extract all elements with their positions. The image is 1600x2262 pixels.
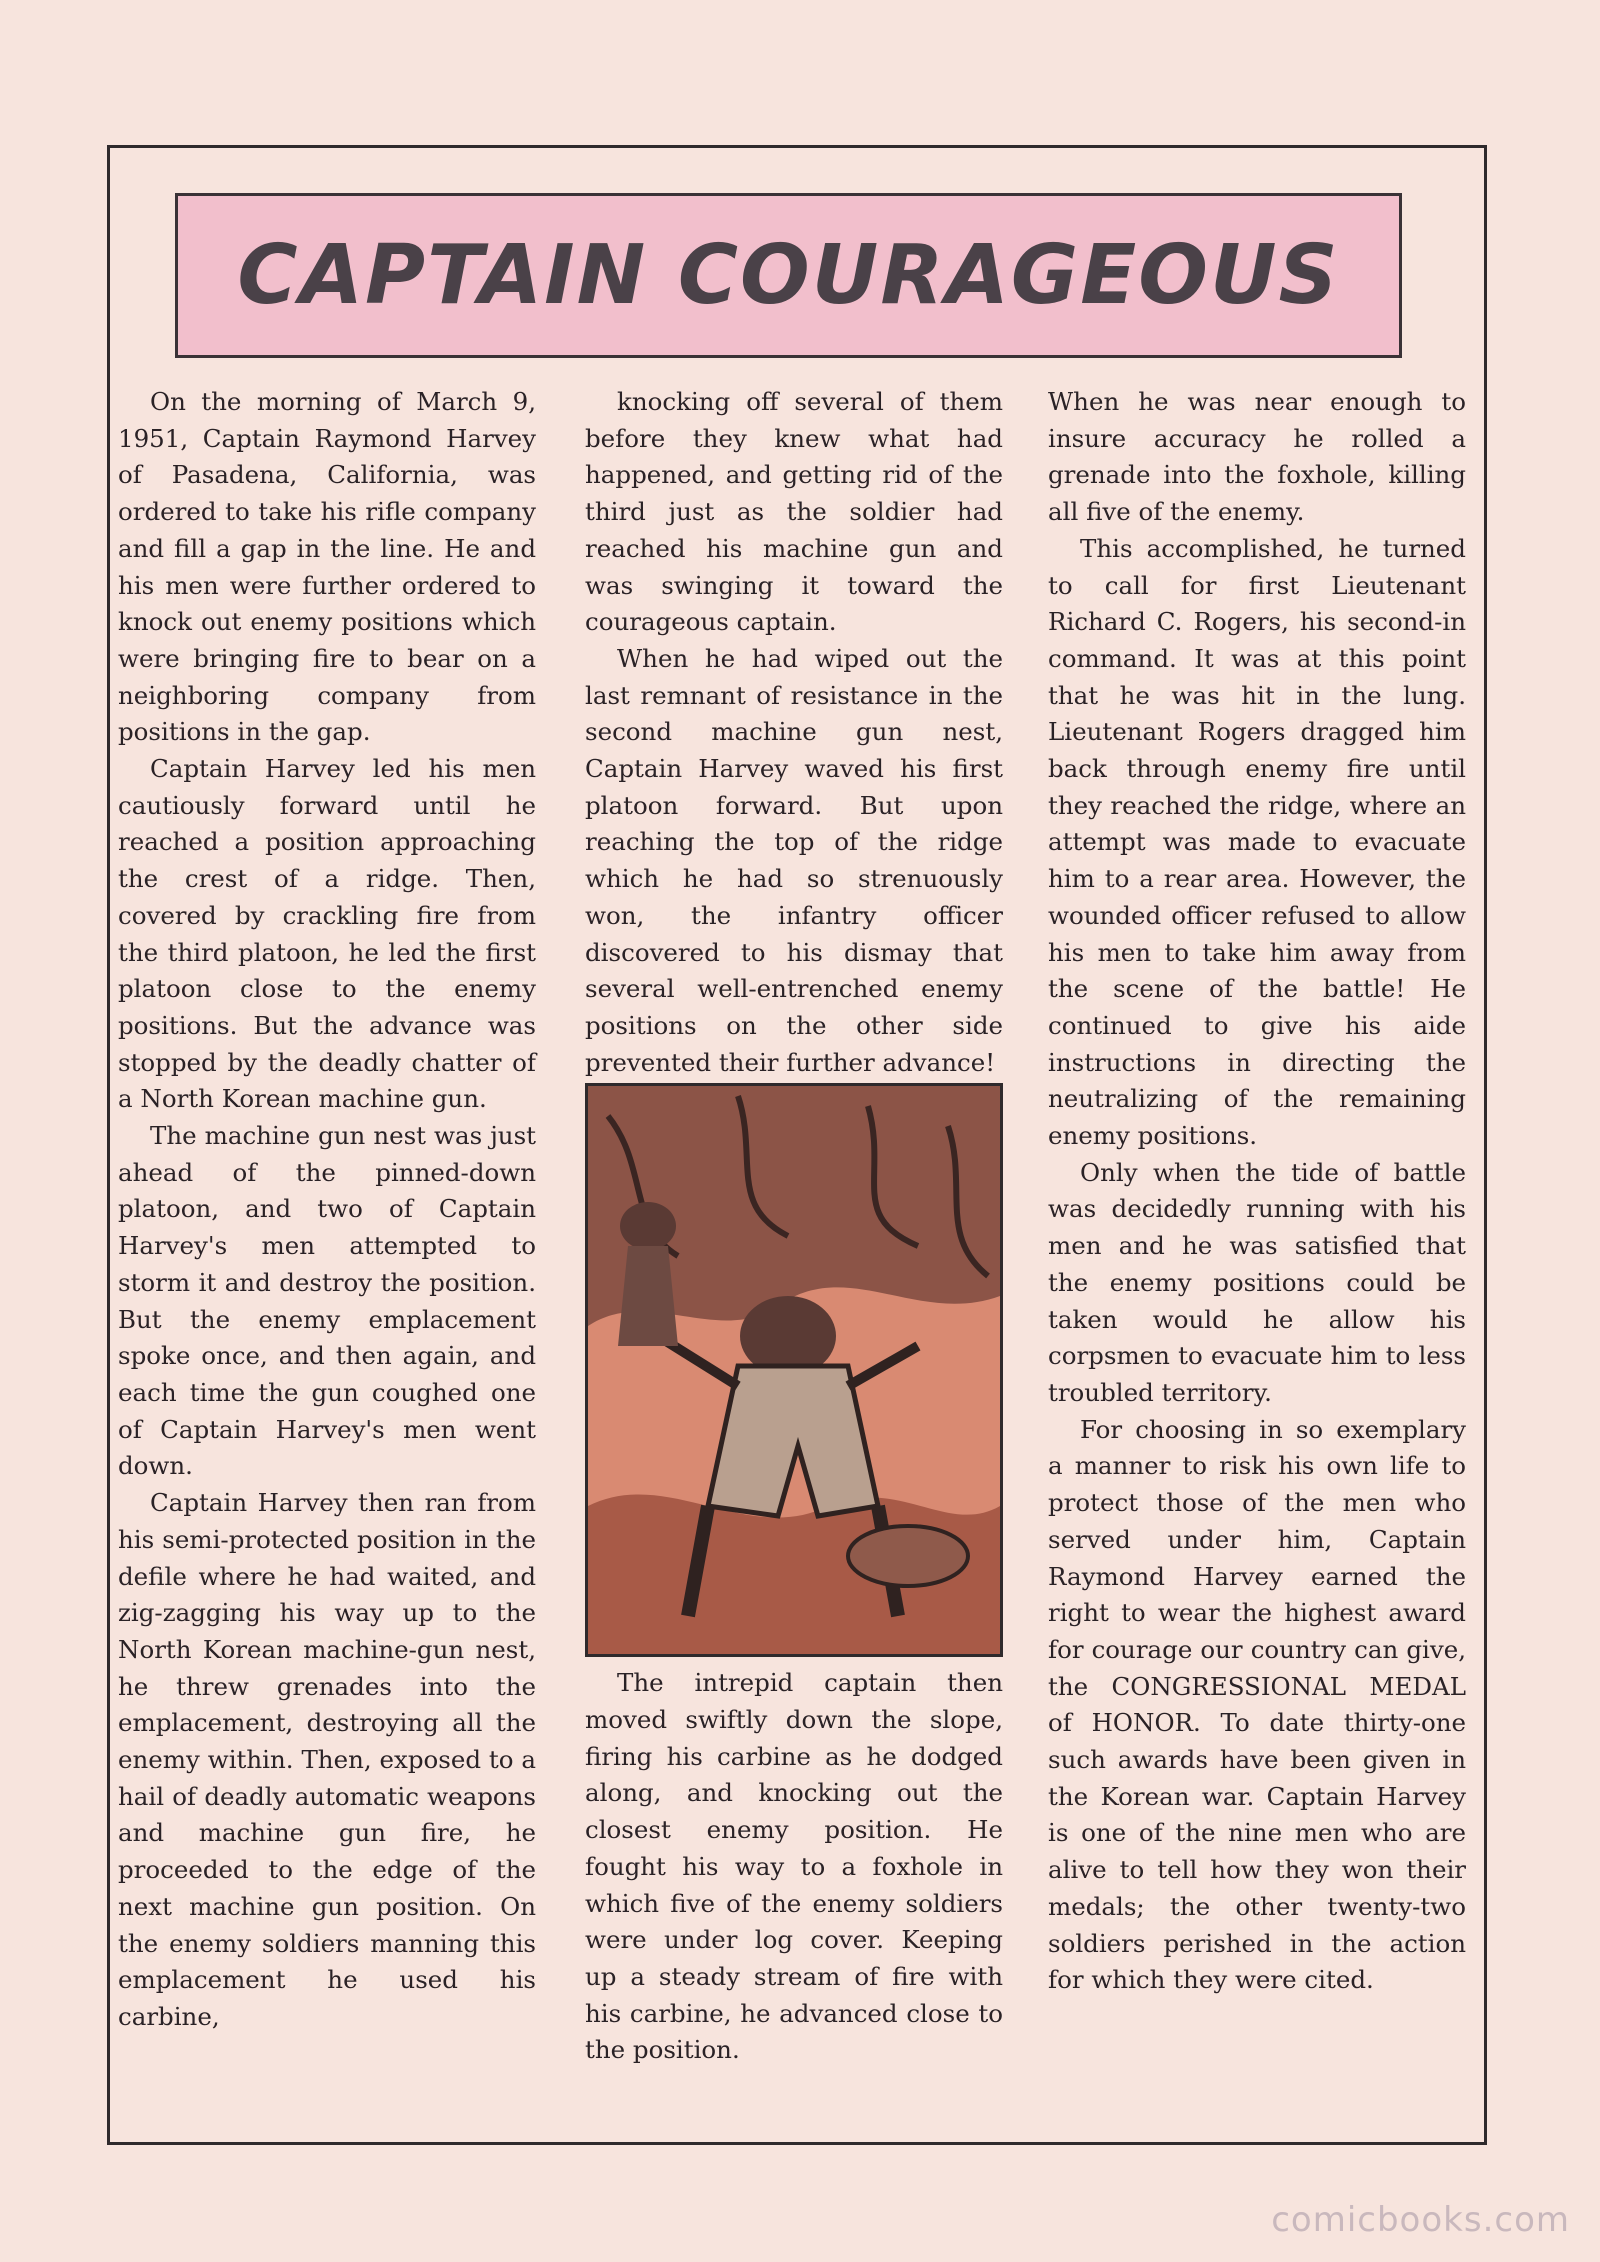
paragraph: Captain Harvey then ran from his semi-protected position in the defile where he had waited, and zig-zagging his way up to the North Korean machine-gun nest, he threw grenades into the emplacement, destroying all the enemy within. Then, exposed to a hail of deadly automatic weapons and machine gun fire, he proceeded to the edge of the next machine gun position. On the enemy soldiers manning this emplacement he used his carbine, [118, 1488, 536, 2031]
paragraph: knocking off several of them before they knew what had happened, and getting rid of the third just as the soldier had reached his machine gun and was swinging it toward the courageous captain. [585, 387, 1003, 637]
page-title: CAPTAIN COURAGEOUS [237, 228, 1340, 323]
paragraph: For choosing in so exemplary a manner to risk his own life to protect those of the men who served under him, Captain Raymond Harvey earned the right to wear the highest award for courage our country can give, the CONGRESSIONAL MEDAL of HONOR. To date thirty-one such awards have been given in the Korean war. Captain Harvey is one of the nine men who are alive to tell how they won their medals; the other twenty-two soldiers perished in the action for which they were cited. [1048, 1414, 1466, 1995]
watermark: comicbooks.com [1271, 2200, 1570, 2240]
paragraph: This accomplished, he turned to call for first Lieutenant Richard C. Rogers, his second-in command. It was at this point that he was hit in the lung. Lieutenant Rogers dragged him back through enemy fire until they reached the ridge, where an attempt was made to evacuate him to a rear area. However, the wounded officer refused to allow his men to take him away from the scene of the battle! He continued to give his aide instructions in directing the neutralizing of the remaining enemy positions. [1048, 533, 1466, 1151]
paragraph: The intrepid captain then moved swiftly down the slope, firing his carbine as he dodged along, and knocking out the closest enemy position. He fought his way to a foxhole in which five of the enemy soldiers were under log cover. Keeping up a steady stream of fire with his carbine, he advanced close to the position. [585, 1668, 1003, 2065]
paragraph: When he had wiped out the last remnant of resistance in the second machine gun nest, Captain Harvey waved his first platoon forward. But upon reaching the top of the ridge which he had so strenuously won, the infantry officer discovered to his dismay that several well-entrenched enemy positions on the other side prevented their further advance! [585, 643, 1003, 1077]
paragraph: Captain Harvey led his men cautiously forward until he reached a position approaching the crest of a ridge. Then, covered by crackling fire from the third platoon, he led the first platoon close to the enemy positions. But the advance was stopped by the deadly chatter of a North Korean machine gun. [118, 754, 536, 1114]
text-column-2 [585, 384, 1003, 2069]
paragraph: The machine gun nest was just ahead of the pinned-down platoon, and two of Captain Harvey's men attempted to storm it and destroy the position. But the enemy emplacement spoke once, and then again, and each time the gun coughed one of Captain Harvey's men went down. [118, 1121, 536, 1481]
text-column-3 [1048, 384, 1466, 1999]
title-banner [175, 193, 1402, 358]
text-column-1 [118, 384, 536, 2036]
paragraph: Only when the tide of battle was decidedly running with his men and he was satisfied that the enemy positions could be taken would he allow his corpsmen to evacuate him to less troubled territory. [1048, 1157, 1466, 1407]
battle-illustration [585, 1083, 1003, 1657]
paragraph: When he was near enough to insure accuracy he rolled a grenade into the foxhole, killing all five of the enemy. [1048, 387, 1466, 527]
soldier-drawing [588, 1086, 1000, 1654]
paragraph: On the morning of March 9, 1951, Captain Raymond Harvey of Pasadena, California, was ordered to take his rifle company and fill a gap in the line. He and his men were further ordered to knock out enemy positions which were bringing fire to bear on a neighboring company from positions in the gap. [118, 387, 536, 747]
